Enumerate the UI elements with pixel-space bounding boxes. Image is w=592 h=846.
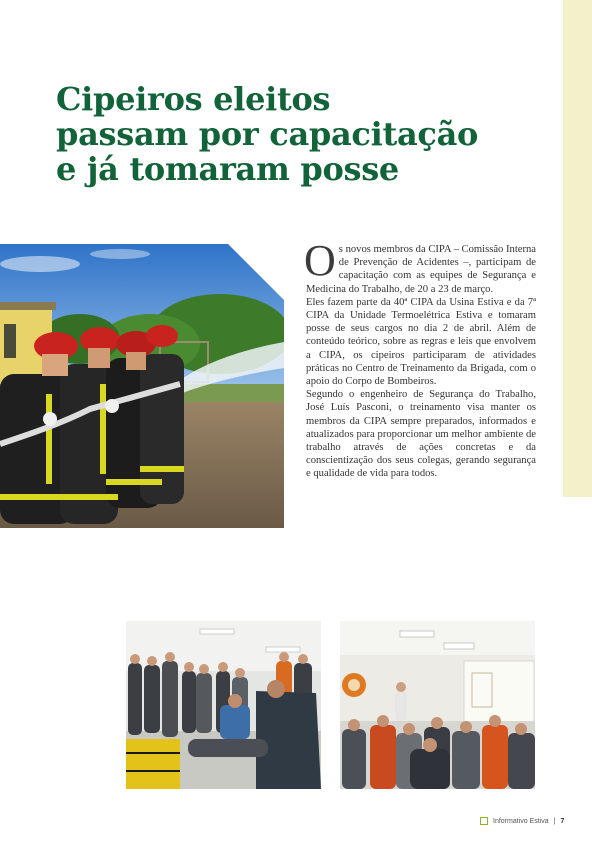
hero-photo-fire-training xyxy=(0,244,284,528)
headline-line-3: e já tomaram posse xyxy=(56,150,399,188)
footer-publication: Informativo Estiva xyxy=(493,817,549,825)
article-paragraph-1 xyxy=(304,236,536,296)
headline-line-1: Cipeiros eleitos xyxy=(56,80,331,118)
page-footer xyxy=(480,815,564,827)
article-headline xyxy=(56,82,526,187)
drop-cap: O xyxy=(304,236,336,285)
photo-classroom-training xyxy=(340,621,535,789)
footer-separator: | xyxy=(553,817,556,825)
headline-line-2: passam por capacitação xyxy=(56,115,479,153)
photo-first-aid-training xyxy=(126,621,321,789)
article-paragraph-2: Eles fazem parte da 40ª CIPA da Usina Estiva e da 7ª CIPA da Unidade Termoelétrica Estiva e tomaram posse de seus cargos no dia 2 de abril. Além de conteúdo teórico, sobre as regras e leis que envolvem a CIPA, os cipeiros participaram de atividades práticas no Centro de Treinamento da Brigada, com o apoio do Corpo de Bombeiros. xyxy=(306,296,536,388)
article-paragraph-3: Segundo o engenheiro de Segurança do Trabalho, José Luís Pasconi, o treinamento visa manter os membros da CIPA sempre preparados, informados e atualizados para proporcionar um melhor ambiente de trabalho através de ações concretas e da conscientização dos seus colegas, gerando segurança e qualidade de vida para todos. xyxy=(306,389,536,480)
page-number: 7 xyxy=(560,817,565,825)
paragraph-1-text: s novos membros da CIPA – Comissão Interna de Prevenção de Acidentes –, participam de capacitação com as equipes de Segurança e Medicina do Trabalho, de 20 a 23 de março. xyxy=(306,244,536,295)
article-body xyxy=(304,236,536,481)
footer-square-icon xyxy=(480,817,488,825)
side-color-band xyxy=(563,0,592,497)
